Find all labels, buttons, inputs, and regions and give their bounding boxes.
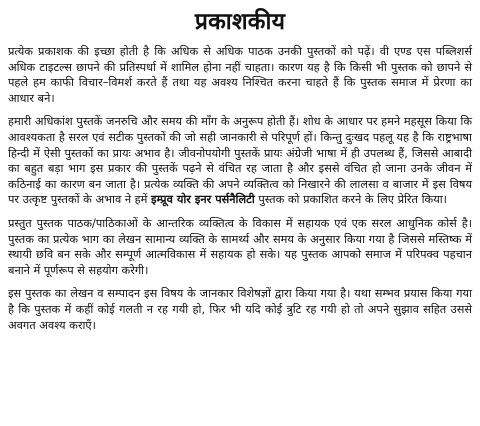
book-title-bold: इम्प्रूव योर इनर पर्सनैलिटी (151, 193, 255, 207)
paragraph-2-text-after: पुस्तक को प्रकाशित करने के लिए प्रेरित किया। (254, 193, 447, 207)
paragraph-2 (8, 114, 472, 208)
page-title: प्रकाशकीय (194, 9, 286, 35)
paragraph-1: प्रत्येक प्रकाशक की इच्छा होती है कि अधिक से अधिक पाठक उनकी पुस्तकों को पढ़ें। वी एण्ड एस पब्लिशर्स अधिक टाइटल्स छापने की प्रतिस्पर्धा में शामिल होना नहीं चाहता। कारण यह है कि किसी भी पुस्तक को छापने से पहले हम काफी विचार–विमर्श करते हैं तथा यह अवश्य निश्चित करना चाहते हैं कि पुस्तक समाज में प्रेरणा का आधार बने। (8, 45, 472, 105)
paragraph-2-text-before: हमारी अधिकांश पुस्तकें जनरुचि और समय की माँग के अनुरूप होती हैं। शोध के आधार पर हमने महसूस किया कि आवश्यकता है सरल एवं सटीक पुस्तकों की जो सही जानकारी से परिपूर्ण हों। किन्तु दुःखद पहलू यह है कि राष्ट्रभाषा हिन्दी में ऐसी पुस्तकों का प्रायः अभाव है। जीवनोपयोगी पुस्तकें प्रायः अंग्रेजी भाषा में ही उपलब्ध हैं, जिससे आबादी का बहुत बड़ा भाग इस प्रकार की पुस्तकें पढ़ने से वंचित रह जाता है और इससे वंचित हो जाना उनके जीवन में कठिनाई का कारण बन जाता है। प्रत्येक व्यक्ति की अपने व्यक्तित्व को निखारने की लालसा व बाजार में इस विषय पर उत्कृष्ट पुस्तकों के अभाव ने हमें (8, 115, 472, 207)
paragraph-4: इस पुस्तक का लेखन व सम्पादन इस विषय के जानकार विशेषज्ञों द्वारा किया गया है। यथा सम्भव प्रयास किया गया है कि पुस्तक में कहीं कोई गलती न रह गयी हो, फिर भी यदि कोई त्रुटि रह गयी हो तो अपने सुझाव सहित उससे अवगत अवश्य कराएँ। (8, 287, 472, 332)
paragraph-3: प्रस्तुत पुस्तक पाठक/पाठिकाओं के आन्तरिक व्यक्तित्व के विकास में सहायक एवं एक सरल आधुनिक कोर्स है। पुस्तक का प्रत्येक भाग का लेखन सामान्य व्यक्ति के सामर्थ्य और समय के अनुसार किया गया है जिससे मस्तिष्क में स्थायी छवि बन सके और सम्पूर्ण आत्मविकास में सहायक हो सके। यह पुस्तक आपको समाज में परिपक्व पहचान बनाने में पूर्णरूप से सहयोग करेगी। (8, 216, 472, 277)
